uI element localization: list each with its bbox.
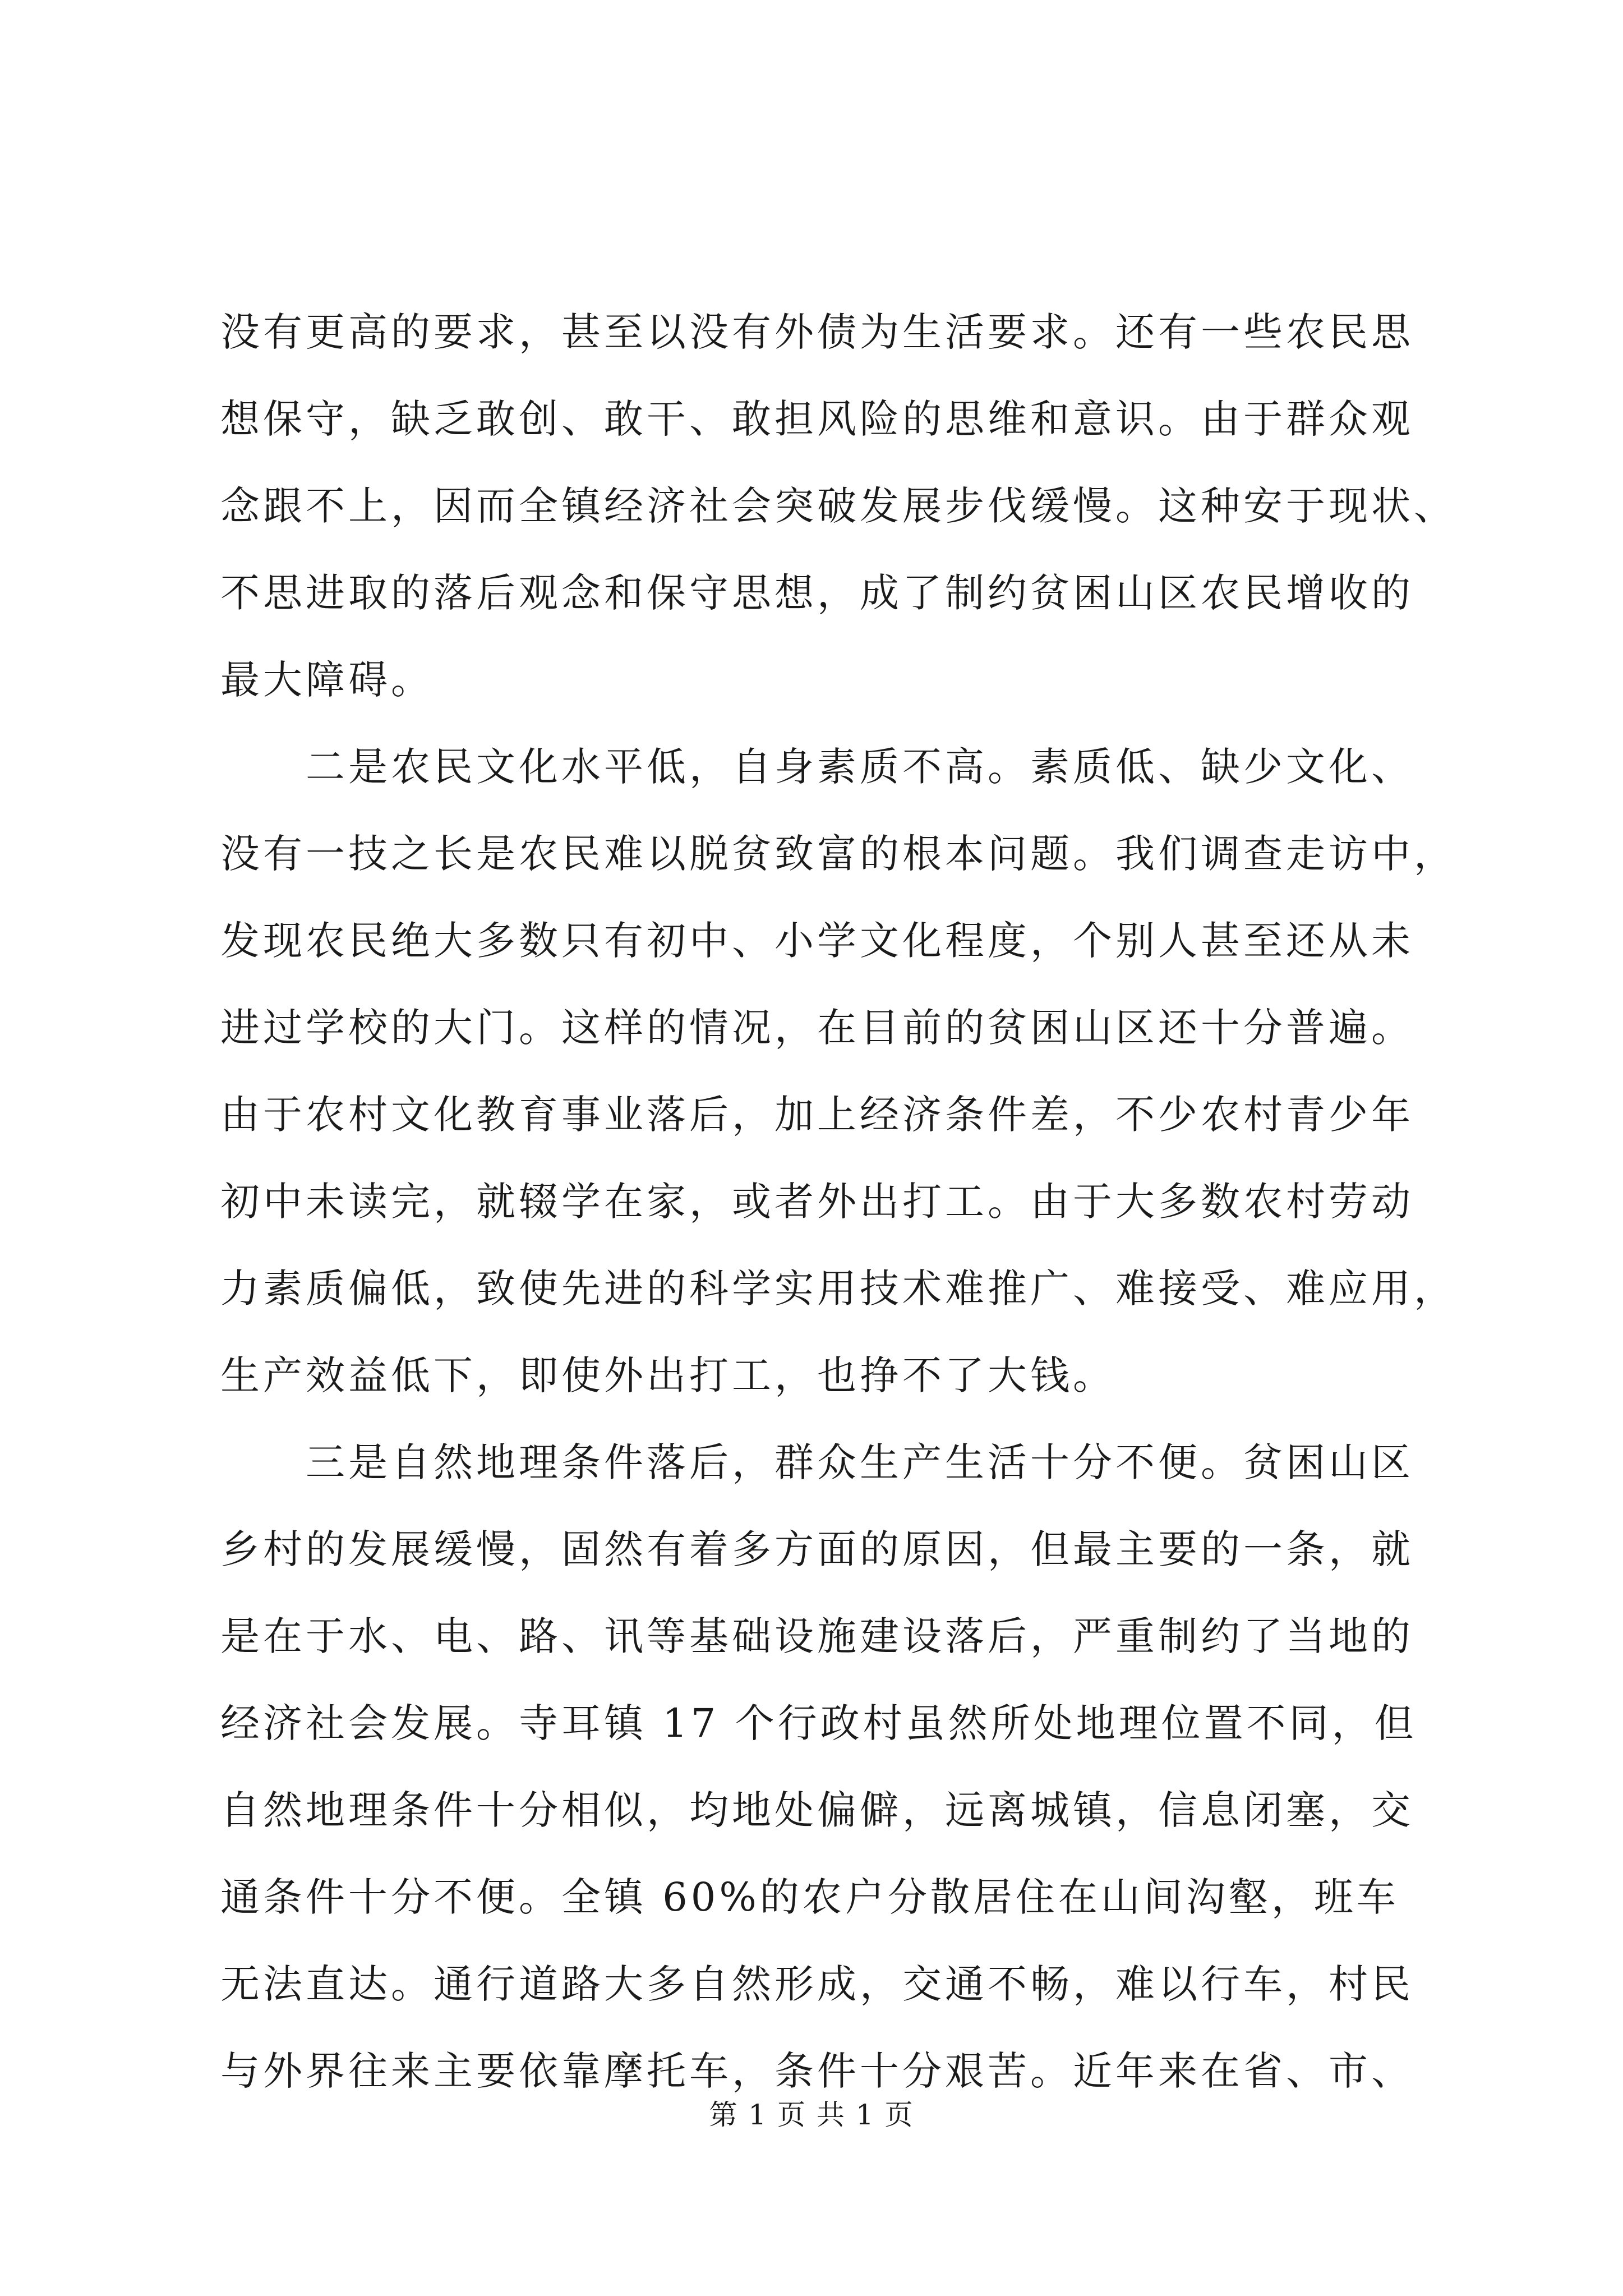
text-line: 自然地理条件十分相似，均地处偏僻，远离城镇，信息闭塞，交	[220, 1787, 1414, 1833]
text-line: 力素质偏低，致使先进的科学实用技术难推广、难接受、难应用，	[220, 1266, 1456, 1312]
text-line: 乡村的发展缓慢，固然有着多方面的原因，但最主要的一条，就	[220, 1526, 1414, 1572]
text-line: 是在于水、电、路、讯等基础设施建设落后，严重制约了当地的	[220, 1613, 1414, 1659]
text-line: 三是自然地理条件落后，群众生产生活十分不便。贫困山区	[220, 1439, 1414, 1485]
text-line: 经济社会发展。寺耳镇 17 个行政村虽然所处地理位置不同，但	[220, 1700, 1417, 1746]
body-text	[220, 289, 1456, 2115]
text-line: 无法直达。通行道路大多自然形成，交通不畅，难以行车，村民	[220, 1961, 1414, 2007]
text-line: 生产效益低下，即使外出打工，也挣不了大钱。	[220, 1352, 1115, 1398]
text-line: 念跟不上，因而全镇经济社会突破发展步伐缓慢。这种安于现状、	[220, 483, 1456, 529]
text-line: 想保守，缺乏敢创、敢干、敢担风险的思维和意识。由于群众观	[220, 396, 1414, 442]
text-line: 由于农村文化教育事业落后，加上经济条件差，不少农村青少年	[220, 1092, 1414, 1138]
text-line: 没有更高的要求，甚至以没有外债为生活要求。还有一些农民思	[220, 309, 1414, 355]
text-line: 进过学校的大门。这样的情况，在目前的贫困山区还十分普遍。	[220, 1005, 1414, 1051]
text-line: 没有一技之长是农民难以脱贫致富的根本问题。我们调查走访中，	[220, 831, 1456, 877]
text-line: 发现农民绝大多数只有初中、小学文化程度，个别人甚至还从未	[220, 918, 1414, 964]
page-number-label: 第 1 页 共 1 页	[709, 2099, 914, 2131]
text-line: 通条件十分不便。全镇 60%的农户分散居住在山间沟壑，班车	[220, 1874, 1399, 1920]
text-line: 最大障碍。	[220, 657, 434, 703]
text-line: 二是农民文化水平低，自身素质不高。素质低、缺少文化、	[220, 744, 1414, 790]
text-line: 与外界往来主要依靠摩托车，条件十分艰苦。近年来在省、市、	[220, 2048, 1414, 2094]
page-footer	[0, 2095, 1623, 2134]
text-line: 初中未读完，就辍学在家，或者外出打工。由于大多数农村劳动	[220, 1179, 1414, 1225]
text-line: 不思进取的落后观念和保守思想，成了制约贫困山区农民增收的	[220, 570, 1414, 616]
